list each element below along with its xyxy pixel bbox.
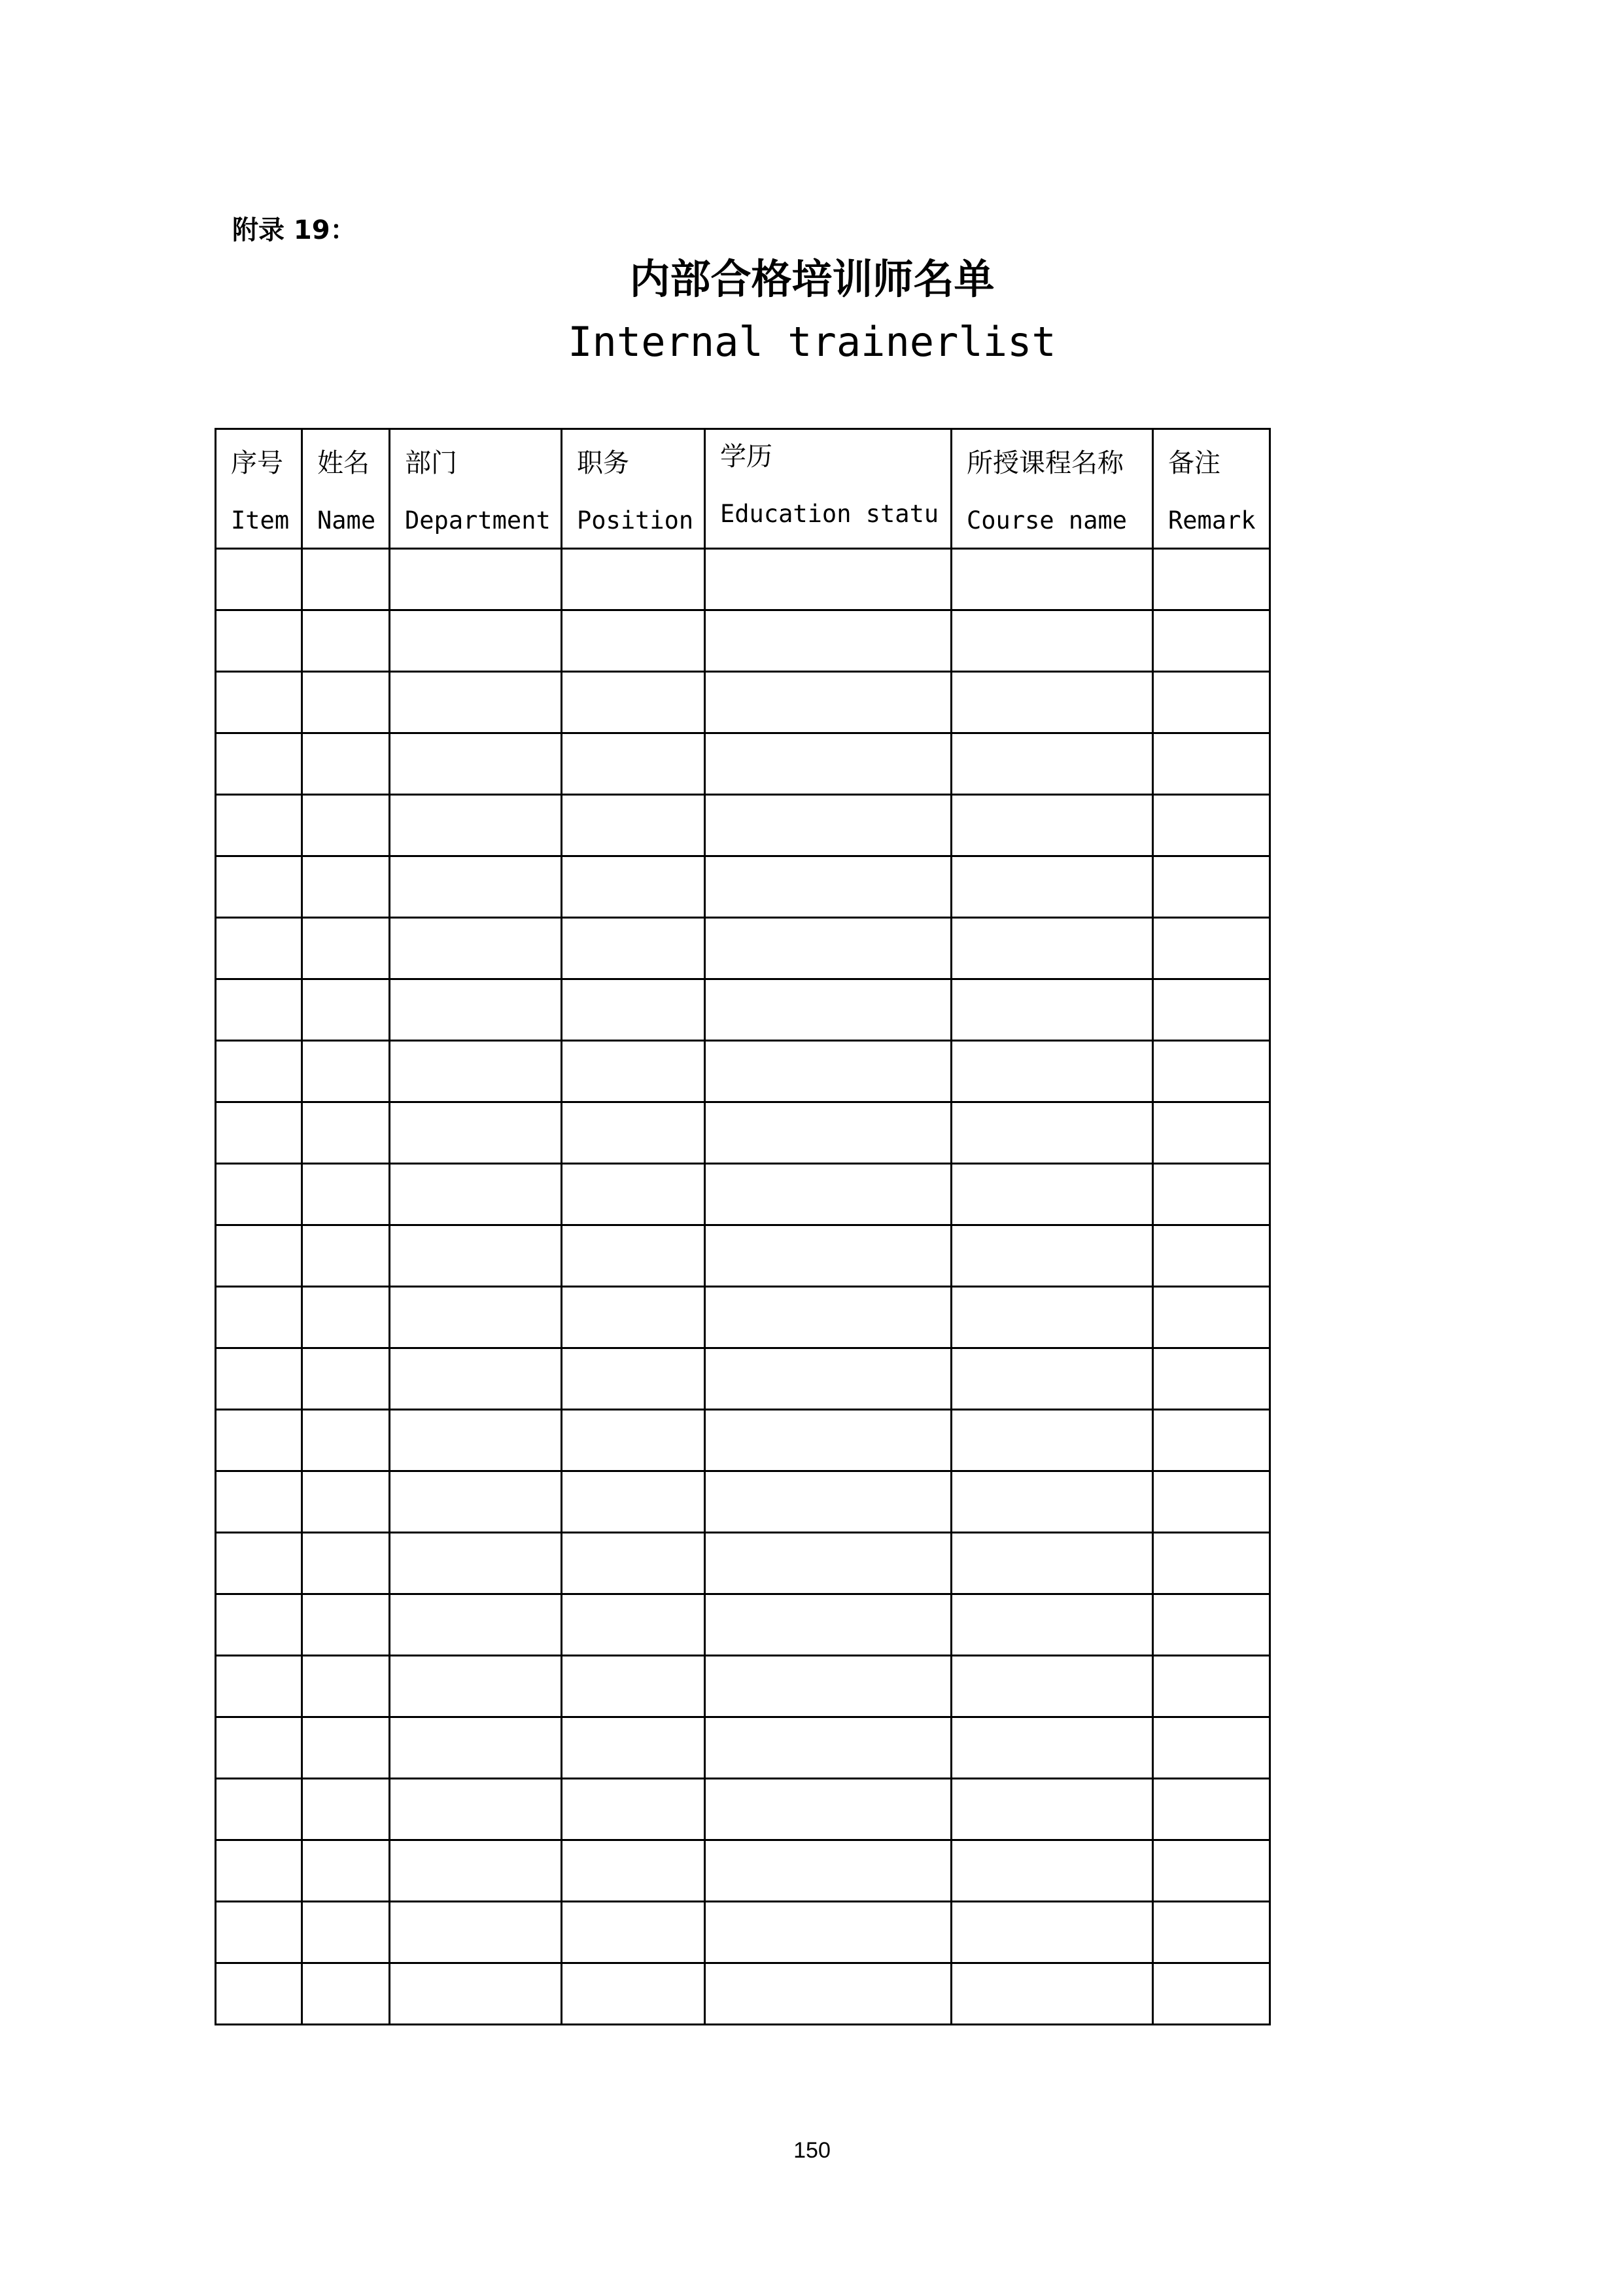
table-cell-empty [390, 1102, 562, 1164]
table-cell-empty [302, 1656, 390, 1717]
table-cell-empty [705, 549, 952, 610]
table-cell-empty [952, 1102, 1153, 1164]
table-cell-empty [562, 1348, 705, 1410]
table-cell-empty [216, 1348, 302, 1410]
table-cell-empty [562, 610, 705, 672]
table-cell-empty [705, 1102, 952, 1164]
table-cell-empty [705, 1779, 952, 1840]
table-cell-empty [952, 918, 1153, 979]
table-row [216, 795, 1270, 856]
table-cell-empty [216, 1963, 302, 2025]
table-cell-empty [952, 1471, 1153, 1533]
table-cell-empty [390, 1533, 562, 1594]
header-course-name-en: Course name [967, 506, 1128, 534]
table-cell-empty [390, 672, 562, 733]
table-cell-empty [952, 1410, 1153, 1471]
table-cell-empty [562, 1225, 705, 1287]
table-cell-empty [562, 1410, 705, 1471]
header-position-cn: 职务 [577, 448, 629, 478]
table-cell-empty [390, 1779, 562, 1840]
table-cell-empty [952, 1533, 1153, 1594]
table-cell-empty [216, 1840, 302, 1902]
table-cell-empty [216, 1041, 302, 1102]
table-cell-empty [302, 1533, 390, 1594]
table-cell-empty [390, 1963, 562, 2025]
table-cell-empty [705, 1902, 952, 1963]
header-name [302, 429, 390, 549]
table-cell-empty [952, 1594, 1153, 1656]
table-cell-empty [216, 1102, 302, 1164]
header-remark-cn: 备注 [1168, 448, 1220, 478]
table-cell-empty [1153, 1102, 1270, 1164]
table-cell-empty [302, 1717, 390, 1779]
table-cell-empty [302, 1410, 390, 1471]
table-cell-empty [302, 549, 390, 610]
table-cell-empty [302, 1594, 390, 1656]
table-cell-empty [705, 1840, 952, 1902]
table-cell-empty [562, 1594, 705, 1656]
header-position [562, 429, 705, 549]
table-cell-empty [1153, 1963, 1270, 2025]
table-cell-empty [562, 795, 705, 856]
header-department-en: Department [405, 506, 551, 534]
table-row [216, 918, 1270, 979]
header-name-en: Name [317, 506, 376, 534]
table-cell-empty [302, 918, 390, 979]
header-course-name-cn: 所授课程名称 [967, 448, 1124, 478]
table-cell-empty [952, 795, 1153, 856]
table-cell-empty [1153, 1164, 1270, 1225]
table-cell-empty [562, 1287, 705, 1348]
table-cell-empty [1153, 856, 1270, 918]
table-cell-empty [562, 549, 705, 610]
table-cell-empty [216, 1717, 302, 1779]
table-cell-empty [302, 1041, 390, 1102]
table-cell-empty [390, 1287, 562, 1348]
table-cell-empty [952, 1656, 1153, 1717]
table-cell-empty [302, 1902, 390, 1963]
table-cell-empty [562, 918, 705, 979]
table-row [216, 1471, 1270, 1533]
table-cell-empty [216, 610, 302, 672]
table-cell-empty [1153, 1348, 1270, 1410]
table-cell-empty [390, 1840, 562, 1902]
table-cell-empty [302, 610, 390, 672]
header-course-name [952, 429, 1153, 549]
table-row [216, 1656, 1270, 1717]
header-department [390, 429, 562, 549]
table-cell-empty [705, 1225, 952, 1287]
table-cell-empty [1153, 1902, 1270, 1963]
table-cell-empty [952, 1225, 1153, 1287]
page-title-chinese: 内部合格培训师名单 [629, 255, 995, 303]
table-cell-empty [390, 1656, 562, 1717]
table-cell-empty [390, 918, 562, 979]
table-cell-empty [1153, 733, 1270, 795]
header-education-cn: 学历 [720, 442, 772, 472]
table-cell-empty [390, 1164, 562, 1225]
table-cell-empty [705, 733, 952, 795]
table-row [216, 1963, 1270, 2025]
table-cell-empty [302, 1348, 390, 1410]
table-row [216, 610, 1270, 672]
table-cell-empty [216, 1902, 302, 1963]
table-row [216, 1533, 1270, 1594]
table-cell-empty [562, 1779, 705, 1840]
table-cell-empty [952, 1902, 1153, 1963]
table-cell-empty [216, 1164, 302, 1225]
table-cell-empty [390, 1902, 562, 1963]
header-name-cn: 姓名 [317, 448, 370, 478]
table-cell-empty [302, 856, 390, 918]
table-cell-empty [705, 1471, 952, 1533]
table-cell-empty [562, 1840, 705, 1902]
table-cell-empty [562, 856, 705, 918]
table-cell-empty [216, 1287, 302, 1348]
table-cell-empty [952, 610, 1153, 672]
table-cell-empty [952, 1041, 1153, 1102]
table-cell-empty [705, 856, 952, 918]
table-cell-empty [952, 1779, 1153, 1840]
table-cell-empty [562, 1164, 705, 1225]
table-cell-empty [705, 672, 952, 733]
table-cell-empty [705, 1164, 952, 1225]
table-cell-empty [216, 1779, 302, 1840]
table-cell-empty [952, 1287, 1153, 1348]
table-cell-empty [705, 918, 952, 979]
table-cell-empty [705, 1594, 952, 1656]
table-cell-empty [705, 610, 952, 672]
table-cell-empty [952, 1963, 1153, 2025]
table-cell-empty [952, 979, 1153, 1041]
table-row [216, 1594, 1270, 1656]
table-cell-empty [952, 1717, 1153, 1779]
table-cell-empty [302, 1963, 390, 2025]
table-cell-empty [952, 672, 1153, 733]
table-cell-empty [216, 549, 302, 610]
table-cell-empty [390, 1225, 562, 1287]
table-cell-empty [705, 1533, 952, 1594]
table-cell-empty [1153, 1840, 1270, 1902]
table-row [216, 979, 1270, 1041]
table-cell-empty [952, 549, 1153, 610]
header-remark [1153, 429, 1270, 549]
table-cell-empty [390, 979, 562, 1041]
table-cell-empty [390, 549, 562, 610]
table-cell-empty [562, 1471, 705, 1533]
table-cell-empty [390, 1348, 562, 1410]
table-cell-empty [1153, 1717, 1270, 1779]
table-body [216, 549, 1270, 2025]
table-cell-empty [216, 733, 302, 795]
table-cell-empty [302, 1471, 390, 1533]
table-cell-empty [562, 1717, 705, 1779]
table-cell-empty [390, 856, 562, 918]
header-position-en: Position [577, 506, 694, 534]
table-row [216, 1717, 1270, 1779]
table-cell-empty [390, 1041, 562, 1102]
table-header-row [216, 429, 1270, 549]
table-cell-empty [705, 979, 952, 1041]
table-cell-empty [562, 1656, 705, 1717]
header-education [705, 429, 952, 549]
table-row [216, 856, 1270, 918]
table-cell-empty [1153, 795, 1270, 856]
page-number: 150 [793, 2138, 831, 2163]
table-row [216, 1225, 1270, 1287]
header-education-en: Education statu [720, 500, 939, 528]
table-cell-empty [705, 795, 952, 856]
table-row [216, 1779, 1270, 1840]
table-cell-empty [1153, 1779, 1270, 1840]
header-department-cn: 部门 [405, 448, 457, 478]
table-cell-empty [1153, 672, 1270, 733]
table-row [216, 549, 1270, 610]
table-cell-empty [216, 1225, 302, 1287]
table-cell-empty [1153, 1656, 1270, 1717]
table-cell-empty [1153, 1533, 1270, 1594]
table-cell-empty [302, 1840, 390, 1902]
header-item-en: Item [231, 506, 290, 534]
table-cell-empty [1153, 610, 1270, 672]
table-cell-empty [562, 1102, 705, 1164]
table-cell-empty [216, 1410, 302, 1471]
table-cell-empty [562, 1041, 705, 1102]
table-cell-empty [390, 1594, 562, 1656]
header-remark-en: Remark [1168, 506, 1256, 534]
table-cell-empty [302, 1102, 390, 1164]
appendix-label: 附录 19： [232, 215, 356, 245]
table-cell-empty [705, 1348, 952, 1410]
table-cell-empty [1153, 979, 1270, 1041]
table-cell-empty [390, 1471, 562, 1533]
table-cell-empty [216, 795, 302, 856]
table-cell-empty [705, 1656, 952, 1717]
table-row [216, 1348, 1270, 1410]
table-cell-empty [562, 1902, 705, 1963]
table-cell-empty [390, 1410, 562, 1471]
table-cell-empty [952, 733, 1153, 795]
table-cell-empty [1153, 1041, 1270, 1102]
table-row [216, 733, 1270, 795]
table-cell-empty [1153, 1287, 1270, 1348]
header-item [216, 429, 302, 549]
table-cell-empty [302, 672, 390, 733]
table-cell-empty [216, 672, 302, 733]
table-cell-empty [216, 1594, 302, 1656]
table-cell-empty [1153, 1410, 1270, 1471]
table-cell-empty [302, 1779, 390, 1840]
table-cell-empty [1153, 1594, 1270, 1656]
table-cell-empty [562, 733, 705, 795]
table-cell-empty [562, 979, 705, 1041]
table-row [216, 1287, 1270, 1348]
table-cell-empty [562, 1963, 705, 2025]
table-cell-empty [302, 979, 390, 1041]
table-cell-empty [705, 1717, 952, 1779]
table-cell-empty [952, 1840, 1153, 1902]
trainer-list-table [215, 428, 1271, 2025]
table-cell-empty [216, 1533, 302, 1594]
table-cell-empty [562, 1533, 705, 1594]
header-item-cn: 序号 [231, 448, 283, 478]
table-cell-empty [390, 795, 562, 856]
table-row [216, 1102, 1270, 1164]
table-row [216, 1164, 1270, 1225]
table-row [216, 1410, 1270, 1471]
table-cell-empty [390, 1717, 562, 1779]
table-row [216, 1840, 1270, 1902]
table-cell-empty [302, 1225, 390, 1287]
table-cell-empty [1153, 1225, 1270, 1287]
table-row [216, 1041, 1270, 1102]
table-cell-empty [216, 979, 302, 1041]
table-cell-empty [952, 856, 1153, 918]
table-cell-empty [390, 733, 562, 795]
table-cell-empty [1153, 1471, 1270, 1533]
table-cell-empty [705, 1287, 952, 1348]
table-cell-empty [302, 795, 390, 856]
table-cell-empty [705, 1410, 952, 1471]
table-cell-empty [705, 1041, 952, 1102]
table-cell-empty [216, 856, 302, 918]
table-cell-empty [216, 918, 302, 979]
table-cell-empty [302, 1287, 390, 1348]
table-row [216, 1902, 1270, 1963]
table-cell-empty [562, 672, 705, 733]
table-cell-empty [705, 1963, 952, 2025]
table-cell-empty [1153, 549, 1270, 610]
table-cell-empty [952, 1164, 1153, 1225]
page-title-english: Internal trainerlist [568, 318, 1056, 366]
table-cell-empty [302, 1164, 390, 1225]
table-cell-empty [952, 1348, 1153, 1410]
table-cell-empty [216, 1656, 302, 1717]
table-cell-empty [302, 733, 390, 795]
table-cell-empty [390, 610, 562, 672]
table-cell-empty [216, 1471, 302, 1533]
table-cell-empty [1153, 918, 1270, 979]
table-row [216, 672, 1270, 733]
